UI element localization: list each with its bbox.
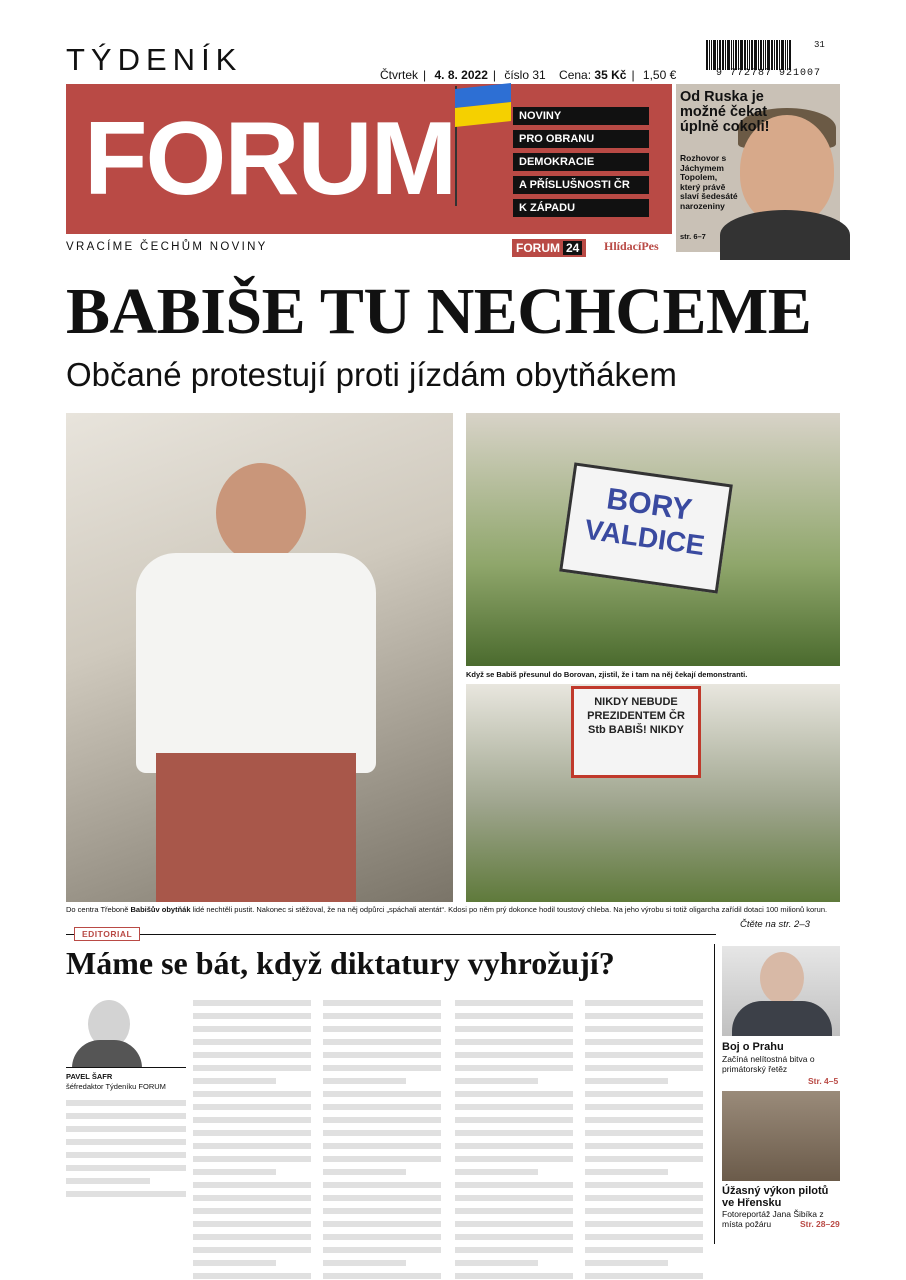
claim-item: DEMOKRACIE bbox=[513, 153, 649, 171]
text-line bbox=[585, 1143, 703, 1149]
editorial-rule bbox=[66, 934, 716, 935]
text-line bbox=[323, 1026, 441, 1032]
text-line bbox=[193, 1000, 311, 1006]
text-line bbox=[585, 1260, 668, 1266]
editorial-headline[interactable]: Máme se bát, když diktatury vyhrožují? bbox=[66, 945, 615, 981]
author-avatar-shoulders bbox=[72, 1040, 142, 1068]
barcode-bar bbox=[735, 40, 737, 70]
text-line bbox=[193, 1169, 276, 1175]
teaser-title[interactable]: Od Ruska je možné čekat úplně cokoli! bbox=[680, 89, 770, 135]
barcode-bar bbox=[771, 40, 773, 70]
sidebar-photo-2 bbox=[722, 1091, 840, 1181]
text-line bbox=[193, 1013, 311, 1019]
text-line bbox=[585, 1039, 703, 1045]
forum24-suffix: 24 bbox=[563, 241, 582, 255]
sidebar-story1-body: Začíná nelítostná bitva o primátorský řetěz bbox=[722, 1054, 815, 1074]
barcode-bar bbox=[765, 40, 766, 70]
text-line bbox=[193, 1195, 311, 1201]
text-line bbox=[455, 1260, 538, 1266]
issue-day: Čtvrtek bbox=[380, 68, 419, 82]
lead-photo-main bbox=[66, 413, 453, 902]
text-line bbox=[193, 1208, 311, 1214]
masthead-title: FORUM bbox=[84, 101, 456, 217]
text-line bbox=[323, 1039, 441, 1045]
text-line bbox=[323, 1104, 441, 1110]
claim-item: PRO OBRANU bbox=[513, 130, 649, 148]
text-line bbox=[585, 1130, 703, 1136]
text-line bbox=[585, 1078, 668, 1084]
text-line bbox=[585, 1013, 703, 1019]
sidebar-story1-page: Str. 4–5 bbox=[808, 1076, 839, 1086]
text-line bbox=[455, 1000, 573, 1006]
text-line bbox=[323, 1013, 441, 1019]
text-line bbox=[66, 1126, 186, 1132]
text-line bbox=[323, 1078, 406, 1084]
text-line bbox=[323, 1169, 406, 1175]
barcode-bar bbox=[738, 40, 739, 70]
text-line bbox=[193, 1260, 276, 1266]
text-line bbox=[455, 1013, 573, 1019]
text-line bbox=[193, 1247, 311, 1253]
issue-info: Čtvrtek | 4. 8. 2022 | číslo 31 Cena: 35 Kč | 1,50 € bbox=[380, 68, 677, 82]
barcode-bar bbox=[706, 40, 708, 70]
text-line bbox=[585, 1208, 703, 1214]
text-line bbox=[193, 1052, 311, 1058]
text-line bbox=[455, 1247, 573, 1253]
protest-sign-2: NIKDY NEBUDE PREZIDENTEM ČR Stb BABIŠ! NIKDY bbox=[571, 686, 701, 778]
barcode-bar bbox=[767, 40, 770, 70]
caption-b: Babišův obytňák bbox=[130, 905, 191, 914]
author-role: šéfredaktor Týdeníku FORUM bbox=[66, 1082, 166, 1091]
barcode-bar bbox=[713, 40, 716, 70]
text-line bbox=[585, 1104, 703, 1110]
text-line bbox=[455, 1130, 573, 1136]
text-line bbox=[66, 1100, 186, 1106]
barcode-bar bbox=[740, 40, 743, 70]
sidebar-story2-page: Str. 28–29 bbox=[800, 1219, 840, 1229]
editorial-text-col-5 bbox=[585, 1000, 703, 1280]
barcode-bar bbox=[719, 40, 721, 70]
barcode-bar bbox=[758, 40, 759, 70]
photo-face bbox=[760, 952, 804, 1004]
text-line bbox=[323, 1143, 441, 1149]
sign1-line2: VALDICE bbox=[582, 513, 707, 562]
barcode-bar bbox=[731, 40, 732, 70]
issue-date: 4. 8. 2022 bbox=[434, 68, 488, 82]
barcode-addon: 31 bbox=[814, 40, 825, 50]
text-line bbox=[323, 1117, 441, 1123]
text-line bbox=[455, 1065, 573, 1071]
sign1-line1: BORY bbox=[604, 482, 694, 528]
text-line bbox=[323, 1091, 441, 1097]
hlidacipes-logo[interactable]: HlídacíPes bbox=[604, 239, 659, 253]
text-line bbox=[323, 1156, 441, 1162]
barcode-bar bbox=[785, 40, 786, 70]
forum24-logo[interactable] bbox=[512, 239, 586, 257]
photo-face bbox=[216, 463, 306, 563]
issue-number: číslo 31 bbox=[504, 68, 546, 82]
text-line bbox=[455, 1156, 573, 1162]
protest-sign bbox=[559, 462, 733, 593]
text-line bbox=[66, 1152, 186, 1158]
author-rule bbox=[66, 1067, 186, 1068]
text-line bbox=[455, 1234, 573, 1240]
text-line bbox=[455, 1273, 573, 1279]
text-line bbox=[193, 1234, 311, 1240]
barcode-bar bbox=[727, 40, 730, 70]
text-line bbox=[455, 1117, 573, 1123]
text-line bbox=[323, 1195, 441, 1201]
editorial-text-col-1 bbox=[66, 1100, 186, 1204]
teaser-portrait-shoulders bbox=[720, 210, 850, 260]
barcode-bar bbox=[774, 40, 775, 70]
lead-photo-trebon bbox=[466, 684, 840, 902]
text-line bbox=[585, 1052, 703, 1058]
text-line bbox=[585, 1156, 703, 1162]
text-line bbox=[66, 1113, 186, 1119]
text-line bbox=[455, 1026, 573, 1032]
caption-a: Do centra Třeboně bbox=[66, 905, 131, 914]
continue-link[interactable]: Čtěte na str. 2–3 bbox=[740, 919, 810, 930]
text-line bbox=[455, 1195, 573, 1201]
editorial-text-col-4 bbox=[455, 1000, 573, 1280]
text-line bbox=[323, 1247, 441, 1253]
text-line bbox=[585, 1234, 703, 1240]
barcode-bar bbox=[754, 40, 757, 70]
barcode-bar bbox=[747, 40, 748, 70]
barcode-bar bbox=[749, 40, 750, 70]
text-line bbox=[585, 1273, 703, 1279]
claim-item: NOVINY bbox=[513, 107, 649, 125]
barcode-bar bbox=[779, 40, 780, 70]
text-line bbox=[323, 1052, 441, 1058]
text-line bbox=[585, 1247, 703, 1253]
text-line bbox=[585, 1182, 703, 1188]
text-line bbox=[455, 1078, 538, 1084]
caption-c: lidé nechtěli pustit. Nakonec si stěžoval, že na něj odpůrci „spáchali atentát“. Kdosi po něm prý dokonce hodil toustový chleba. Na jeho výrobu si totiž oligarcha zařídil dotaci 100 milionů korun. bbox=[190, 905, 828, 914]
text-line bbox=[455, 1091, 573, 1097]
barcode-bar bbox=[725, 40, 726, 70]
claim-item: A PŘÍSLUŠNOSTI ČR bbox=[513, 176, 649, 194]
sidebar-photo-1 bbox=[722, 946, 840, 1036]
text-line bbox=[455, 1182, 573, 1188]
text-line bbox=[193, 1273, 311, 1279]
text-line bbox=[323, 1065, 441, 1071]
text-line bbox=[323, 1234, 441, 1240]
sidebar-story2-body: Fotoreportáž Jana Šibíka z místa požáru bbox=[722, 1209, 824, 1229]
editorial-text-col-3 bbox=[323, 1000, 441, 1280]
text-line bbox=[66, 1191, 186, 1197]
editorial-tag: EDITORIAL bbox=[74, 927, 140, 941]
text-line bbox=[455, 1039, 573, 1045]
barcode-bar bbox=[722, 40, 724, 70]
photo-caption-small: Když se Babiš přesunul do Borovan, zjistil, že i tam na něj čekají demonstranti. bbox=[466, 670, 748, 679]
barcode-bar bbox=[744, 40, 746, 70]
barcode-bar bbox=[711, 40, 712, 70]
text-line bbox=[193, 1091, 311, 1097]
lead-headline[interactable]: BABIŠE TU NECHCEME bbox=[66, 275, 812, 348]
text-line bbox=[585, 1169, 668, 1175]
text-line bbox=[66, 1178, 150, 1184]
teaser-body: Rozhovor s Jáchymem Topolem, který právě slaví šedesáté narozeniny bbox=[680, 153, 738, 211]
text-line bbox=[585, 1000, 703, 1006]
barcode-bar bbox=[733, 40, 734, 70]
lead-subhead: Občané protestují proti jízdám obytňákem bbox=[66, 356, 677, 393]
text-line bbox=[455, 1208, 573, 1214]
teaser-page: str. 6–7 bbox=[680, 232, 706, 241]
barcode-number: 9 772787 921007 bbox=[715, 68, 821, 79]
price-czk: 35 Kč bbox=[594, 68, 627, 82]
ukraine-flag-icon bbox=[455, 83, 511, 127]
text-line bbox=[193, 1078, 276, 1084]
text-line bbox=[193, 1221, 311, 1227]
text-line bbox=[323, 1221, 441, 1227]
text-line bbox=[193, 1039, 311, 1045]
text-line bbox=[193, 1143, 311, 1149]
barcode-bar bbox=[789, 40, 791, 70]
text-line bbox=[323, 1000, 441, 1006]
text-line bbox=[455, 1052, 573, 1058]
text-line bbox=[585, 1065, 703, 1071]
text-line bbox=[323, 1273, 441, 1279]
lead-photo-borovany bbox=[466, 413, 840, 666]
text-line bbox=[193, 1156, 311, 1162]
text-line bbox=[455, 1169, 538, 1175]
text-line bbox=[323, 1182, 441, 1188]
barcode-bar bbox=[709, 40, 710, 70]
text-line bbox=[193, 1182, 311, 1188]
text-line bbox=[585, 1091, 703, 1097]
forum24-prefix: FORUM bbox=[516, 241, 560, 255]
author-name: PAVEL ŠAFR bbox=[66, 1072, 113, 1081]
barcode-bar bbox=[776, 40, 778, 70]
masthead-tagline: VRACÍME ČECHŮM NOVINY bbox=[66, 241, 268, 253]
price-eur: 1,50 € bbox=[642, 68, 677, 82]
barcode-bar bbox=[751, 40, 753, 70]
claim-item: K ZÁPADU bbox=[513, 199, 649, 217]
text-line bbox=[585, 1026, 703, 1032]
text-line bbox=[455, 1221, 573, 1227]
sidebar-story2-title[interactable]: Úžasný výkon pilotů ve Hřensku bbox=[722, 1185, 829, 1209]
text-line bbox=[455, 1143, 573, 1149]
barcode-bar bbox=[763, 40, 764, 70]
text-line bbox=[193, 1130, 311, 1136]
photo-suit bbox=[732, 1001, 832, 1036]
text-line bbox=[66, 1139, 186, 1145]
editorial-text-col-2 bbox=[193, 1000, 311, 1280]
text-line bbox=[323, 1130, 441, 1136]
text-line bbox=[66, 1165, 186, 1171]
photo-shirt bbox=[136, 553, 376, 773]
sidebar-story1-title[interactable]: Boj o Prahu bbox=[722, 1041, 784, 1053]
photo-caption-main bbox=[66, 905, 846, 914]
text-line bbox=[585, 1117, 703, 1123]
text-line bbox=[193, 1104, 311, 1110]
text-line bbox=[193, 1026, 311, 1032]
price-label: Cena: bbox=[559, 68, 592, 82]
text-line bbox=[193, 1065, 311, 1071]
barcode-bar bbox=[787, 40, 788, 70]
barcode-bar bbox=[717, 40, 718, 70]
masthead-claims bbox=[513, 107, 649, 222]
text-line bbox=[585, 1195, 703, 1201]
text-line bbox=[585, 1221, 703, 1227]
barcode-bar bbox=[781, 40, 784, 70]
masthead-overline: TÝDENÍK bbox=[66, 42, 243, 77]
text-line bbox=[193, 1117, 311, 1123]
sidebar-divider bbox=[714, 944, 715, 1244]
text-line bbox=[323, 1260, 406, 1266]
text-line bbox=[455, 1104, 573, 1110]
barcode-bar bbox=[760, 40, 762, 70]
text-line bbox=[323, 1208, 441, 1214]
photo-trousers bbox=[156, 753, 356, 902]
